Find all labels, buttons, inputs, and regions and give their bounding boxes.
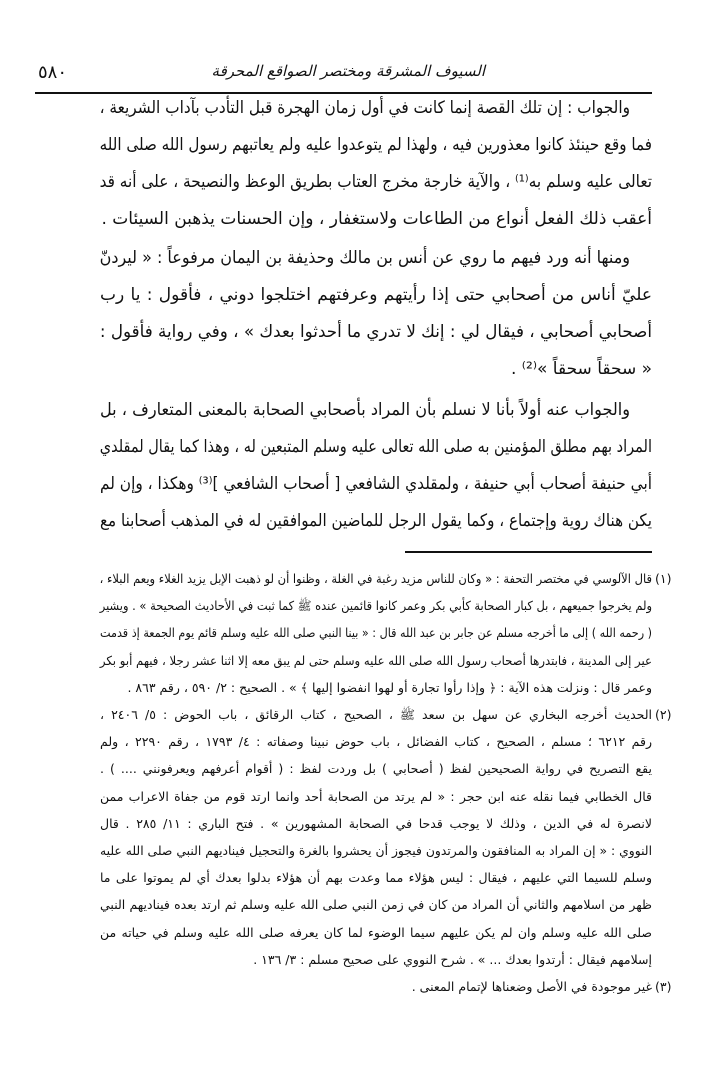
- paragraph-line: والجواب عنه أولاً بأنا لا نسلم بأن المراد بأصحابي الصحابة بالمعنى المتعارف ، بل: [100, 400, 630, 420]
- paragraph-line: أعقب ذلك الفعل أنواع من الطاعات ولاستغفار ، وإن الحسنات يذهبن السيئات .: [101, 209, 652, 229]
- footnote-line: يقع التصريح في رواية الصحيحين لفظ ( أصحابي ) بل وردت لفظ : ( أقوام أعرفهم ويعرفونني .... ) .: [100, 761, 652, 777]
- footnote-line: قال الخطابي فيما نقله عنه ابن حجر : « لم يرتد من الصحابة أحد وانما ارتد قوم من جفاة الاعراب ممن: [100, 788, 652, 804]
- paragraph-line: أبي حنيفة أصحاب أبي حنيفة ، ولمقلدي الشافعي [ أصحاب الشافعي ]⁽³⁾ وهكذا ، وإن لم: [100, 474, 652, 494]
- footnote-line: ولم يخرجوا جميعهم ، بل كبار الصحابة كأبي بكر وعمر كانوا قائمين عنده ﷺ كما ثبت في الأحاديث الصحيحة » . ويشير: [99, 598, 652, 614]
- footnote-marker: (٢): [655, 707, 672, 722]
- footnote-line: ( رحمه الله ) إلى ما أخرجه مسلم عن جابر بن عبد الله قال : « بينا النبي صلى الله عليه وسلم قائم يوم الجمعة إذ قدمت: [100, 625, 652, 641]
- footnote-line: ظهر من اسلامهم والثاني أن المراد من كان في زمن النبي صلى الله عليه وسلم ثم ارتد بعده فيناديهم النبي: [100, 897, 652, 913]
- paragraph-line: والجواب : إن تلك القصة إنما كانت في أول زمان الهجرة قبل التأدب بآداب الشريعة ،: [99, 98, 630, 118]
- footnote-line: وسلم للسيما التي عليهم ، فيقال : ليس هؤلاء مما وعدت بهم أن هؤلاء بدلوا بعدك أي لم يموتوا على ما: [100, 870, 652, 886]
- footnote-line: لانصرة له في الدين ، وذلك لا يوجب قدحا في الصحابة المشهورين » . فتح الباري : ١١/ ٢٨٥ . قال: [100, 815, 652, 831]
- footnote-marker: (١): [655, 571, 672, 586]
- paragraph-line: يكن هناك روية وإجتماع ، وكما يقول الرجل للماضين الموافقين له في المذهب أصحابنا مع: [100, 511, 652, 531]
- page-number: ٥٨٠: [38, 62, 68, 83]
- paragraph-line: تعالى عليه وسلم به⁽¹⁾ ، والآية خارجة مخرج العتاب بطريق الوعظ والنصيحة ، على أنه قد: [99, 172, 652, 192]
- paragraph-line: المراد بهم مطلق المؤمنين به صلى الله تعالى عليه وسلم المتبعين له ، وهذا كما يقال لمقلدي: [99, 437, 652, 457]
- paragraph-line: أصحابي أصحابي ، فيقال لي : إنك لا تدري ما أحدثوا بعدك » ، وفي رواية فأقول :: [99, 322, 652, 342]
- footnote-line: إسلامهم فيقال : أرتدوا بعدك ... » . شرح النووي على صحيح مسلم : ٣/ ١٣٦ .: [253, 951, 652, 967]
- footnote-line: وعمر قال : ونزلت هذه الآية : ﴿ وإذا رأوا تجارة أو لهوا انفضوا إليها ﴾ » . الصحيح : ٢/ ٥٩٠ ، رقم ٨٦٣ .: [127, 679, 652, 695]
- footnote-line: الحديث أخرجه البخاري عن سهل بن سعد ﷺ ، الصحيح ، كتاب الرقائق ، باب الحوض : ٥/ ٢٤٠٦ ،: [100, 707, 653, 722]
- footnote-line: قال الآلوسي في مختصر التحفة : « وكان للناس مزيد رغبة في الغلة ، وظنوا أن لو ذهبت الإبل يزيد الغلاء ويعم البلاء ،: [99, 571, 653, 586]
- footnote-separator: [405, 551, 652, 553]
- footnote-line: النووي : « إن المراد به المنافقون والمرتدون فيجوز أن يحشروا بالغرة والتحجيل فيناديهم النبي صلى الله عليه: [100, 843, 652, 858]
- paragraph-line: « سحقاً سحقاً »⁽²⁾ .: [511, 359, 652, 379]
- paragraph-line: عليّ أناس من أصحابي حتى إذا رأيتهم وعرفتهم اختلجوا دوني ، فأقول : يا رب: [100, 285, 652, 305]
- footnote-line: صلى الله عليه وسلم وان لم يكن عليهم سيما الوضوء لما كان يعرفه صلى الله عليه وسلم في حياته من: [100, 924, 652, 940]
- footnote-marker: (٣): [655, 979, 672, 994]
- book-title: السيوف المشرقة ومختصر الصواقع المحرقة: [211, 62, 485, 80]
- footnote-line: غير موجودة في الأصل وضعناها لإتمام المعنى .: [411, 979, 652, 994]
- footnote-line: رقم ٦٢١٢ ؛ مسلم ، الصحيح ، كتاب الفضائل ، باب حوض نبينا وصفاته : ٤/ ١٧٩٣ ، رقم ٢٢٩٠ ، ولم: [100, 734, 652, 750]
- paragraph-line: فما وقع حينئذ كانوا معذورين فيه ، ولهذا لم يتوعدوا عليه ولم يعاتبهم رسول الله صلى الله: [99, 135, 653, 155]
- paragraph-line: ومنها أنه ورد فيهم ما روي عن أنس بن مالك وحذيفة بن اليمان مرفوعاً : « ليردنّ: [99, 248, 631, 268]
- footnote-line: عير إلى المدينة ، فابتدرها أصحاب رسول الله صلى الله عليه وسلم حتى لم يبق معه إلا اثنا عشر رجلا ، فيهم أبو بكر: [99, 652, 653, 668]
